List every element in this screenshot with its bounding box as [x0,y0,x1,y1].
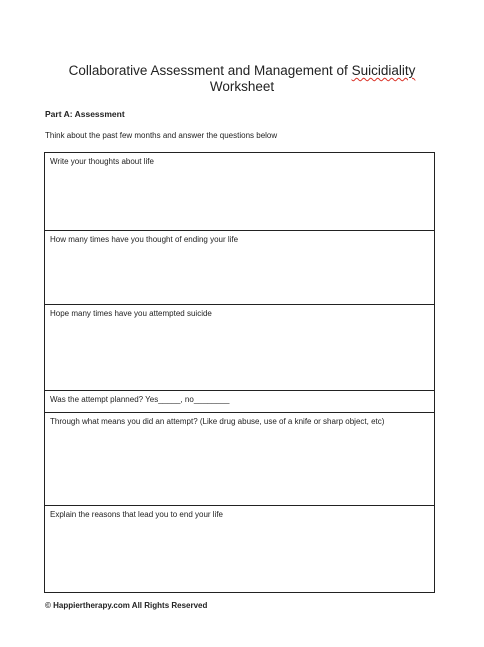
title-line-1-prefix: Collaborative Assessment and Management of [68,63,352,78]
title-misspelled-word: Suicidiality [351,63,416,78]
copyright-footer: © Happiertherapy.com All Rights Reserved [45,601,208,610]
question-row-attempt-planned[interactable] [45,390,434,412]
question-label: Write your thoughts about life [50,157,154,166]
question-label: Explain the reasons that lead you to end your life [50,510,223,519]
part-a-heading: Part A: Assessment [45,109,125,119]
question-label: Hope many times have you attempted suicide [50,309,212,318]
title-line-1 [0,63,484,79]
question-row-thoughts[interactable] [45,153,434,230]
worksheet-title [0,63,484,95]
question-row-times-attempted[interactable] [45,304,434,390]
title-line-2: Worksheet [209,79,275,94]
question-label: Through what means you did an attempt? (Like drug abuse, use of a knife or sharp object, etc) [50,417,385,426]
assessment-table [44,152,435,593]
instruction-text: Think about the past few months and answer the questions below [45,131,278,140]
question-label: Was the attempt planned? Yes_____, no________ [50,395,230,404]
question-row-reasons[interactable] [45,505,434,592]
question-row-times-thought[interactable] [45,230,434,304]
question-row-means[interactable] [45,412,434,505]
question-label: How many times have you thought of ending your life [50,235,239,244]
